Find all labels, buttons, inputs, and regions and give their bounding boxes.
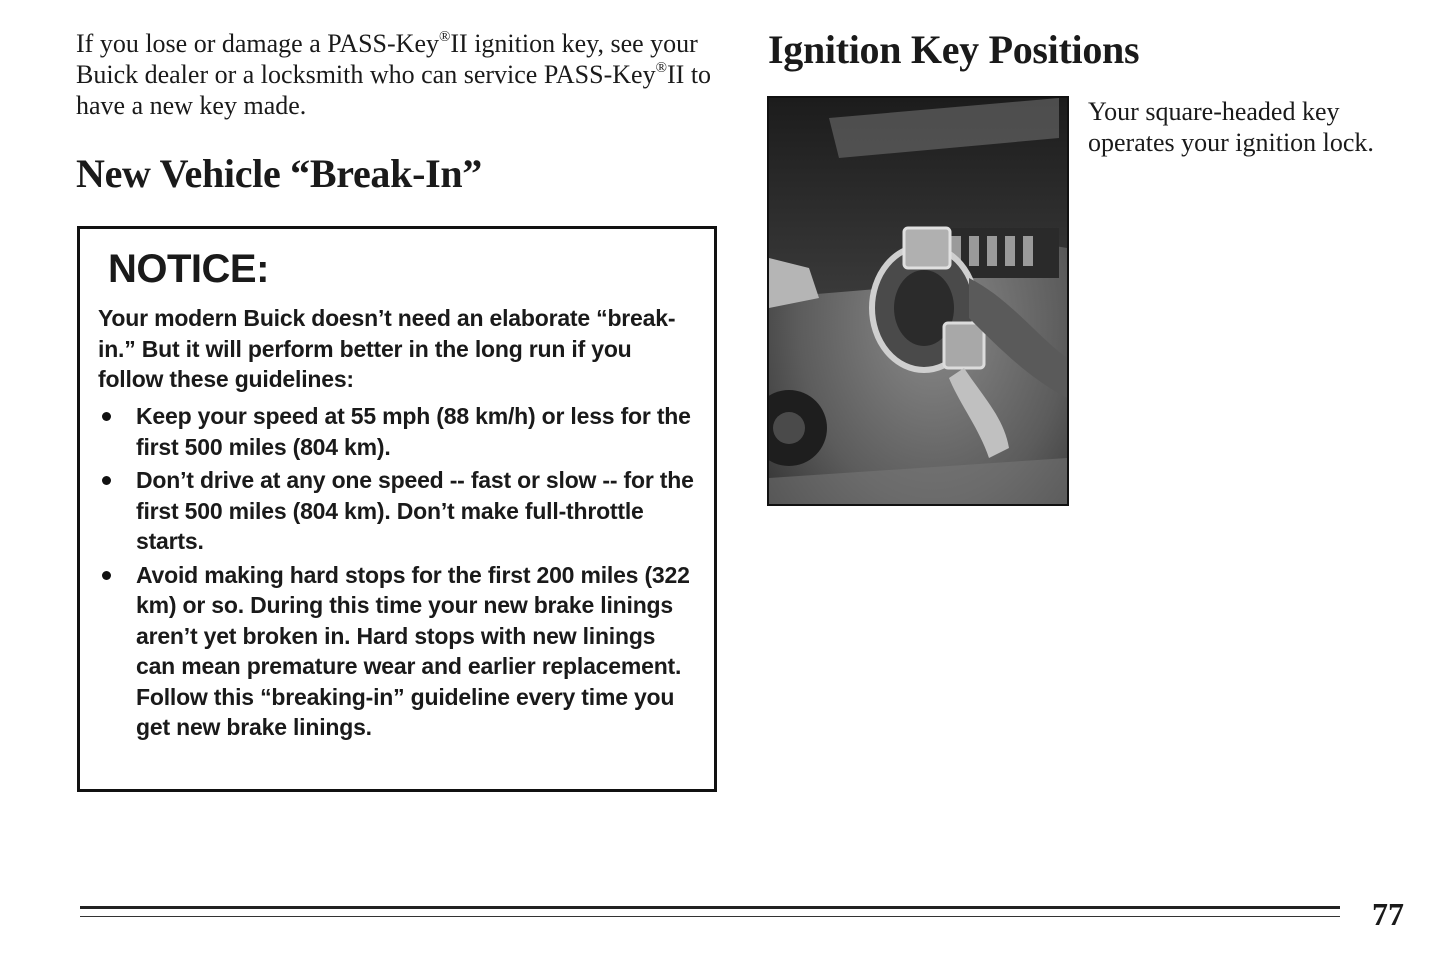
registered-mark: ® <box>438 29 451 45</box>
notice-bullet: Keep your speed at 55 mph (88 km/h) or less for the first 500 miles (804 km). <box>98 401 698 462</box>
footer-rule-thin <box>80 916 1340 917</box>
break-in-heading: New Vehicle “Break-In” <box>76 151 482 196</box>
notice-bullet-list <box>98 401 698 746</box>
ignition-heading: Ignition Key Positions <box>768 27 1140 72</box>
page-number: 77 <box>1372 896 1404 932</box>
ignition-key-illustration <box>769 98 1067 504</box>
notice-bullet: Avoid making hard stops for the first 200 miles (322 km) or so. During this time your new brake linings aren’t yet broken in. Hard stops with new linings can mean premature wear and earlier replacement. Follow this “breaking-in” guideline every time you get new brake linings. <box>98 560 698 743</box>
notice-title: NOTICE: <box>108 247 269 291</box>
notice-intro: Your modern Buick doesn’t need an elaborate “break-in.” But it will perform better in the long run if you follow these guidelines: <box>98 305 676 392</box>
intro-text-3: II to have a new key made. <box>76 60 712 120</box>
notice-box <box>77 226 717 792</box>
ignition-caption: Your square-headed key operates your ignition lock. <box>1088 97 1374 157</box>
intro-paragraph <box>76 28 716 121</box>
notice-bullet: Don’t drive at any one speed -- fast or slow -- for the first 500 miles (804 km). Don’t make full-throttle starts. <box>98 465 698 557</box>
registered-mark: ® <box>655 60 667 76</box>
intro-text-2: II ignition key, see your Buick dealer or a locksmith who can service PASS-Key <box>76 29 698 89</box>
ignition-key-photo <box>767 96 1069 506</box>
footer-rule <box>80 906 1340 909</box>
intro-text-1: If you lose or damage a PASS-Key <box>76 29 439 58</box>
